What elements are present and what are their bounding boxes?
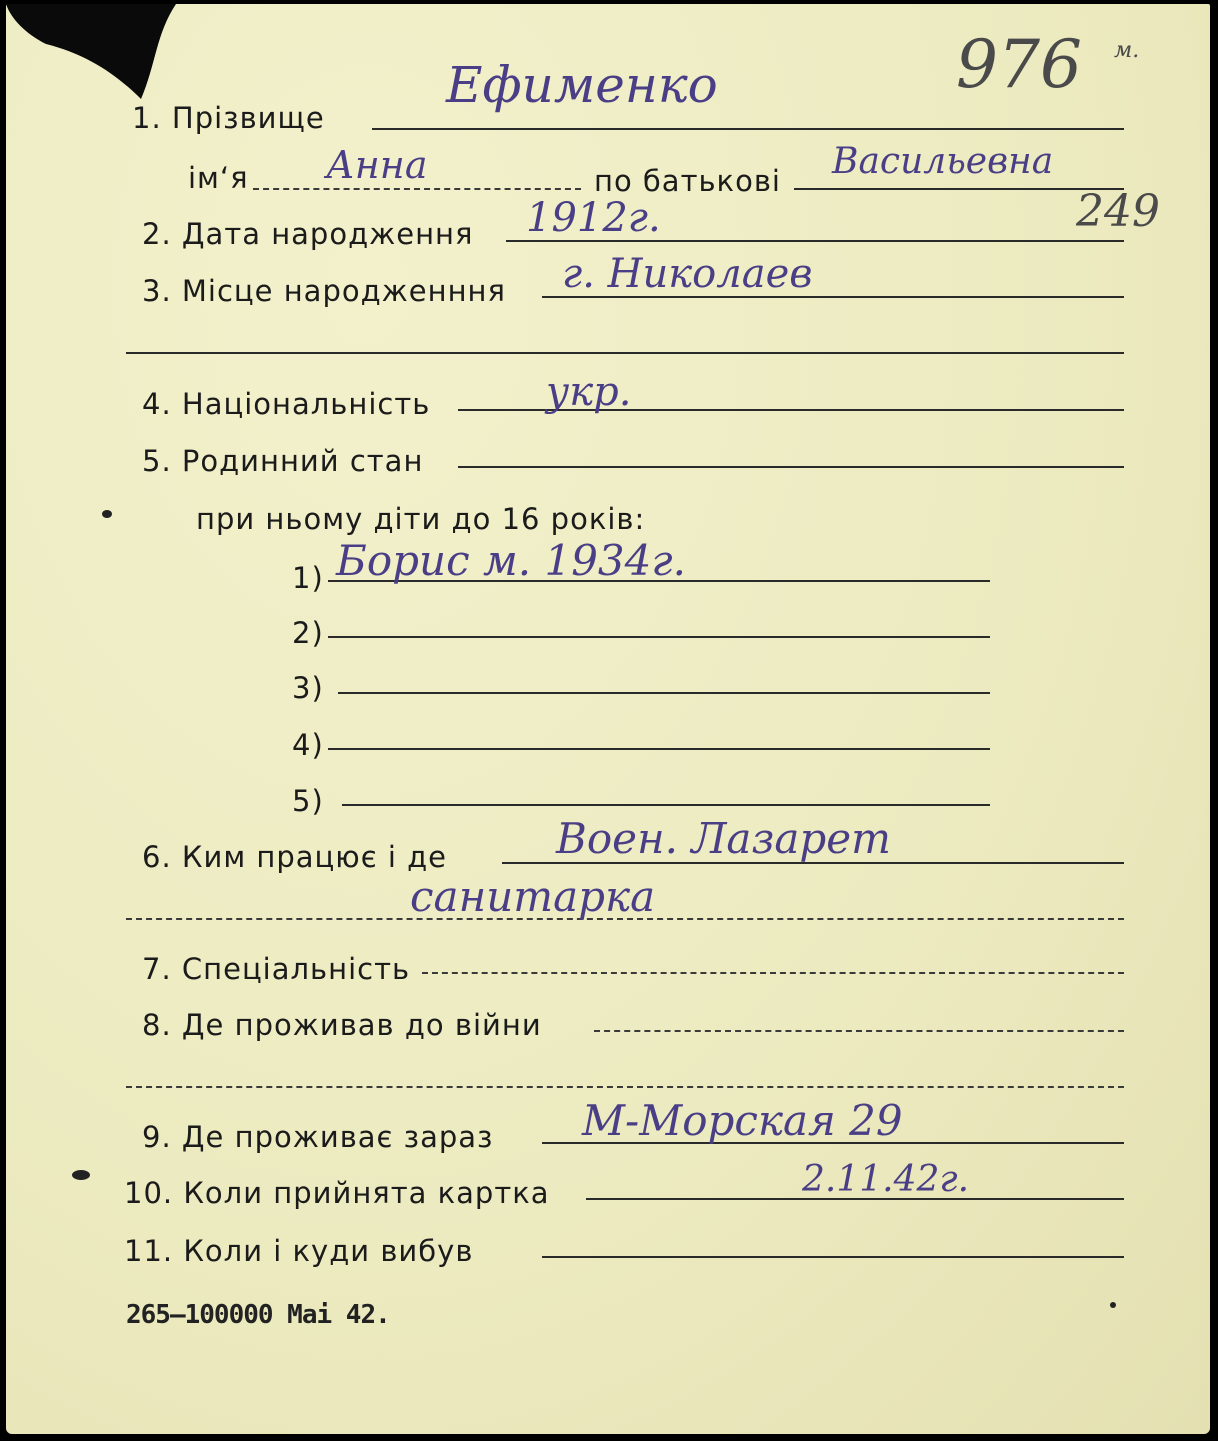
birth-place-label: 3. Місце народженння bbox=[142, 274, 506, 308]
children-label: при ньому діти до 16 років: bbox=[196, 502, 646, 536]
child-1-num: 1) bbox=[292, 561, 324, 595]
speciality-label: 7. Спеціальність bbox=[142, 952, 411, 986]
first-name-line bbox=[253, 188, 581, 190]
card-accepted-label: 10. Коли прийнята картка bbox=[124, 1176, 550, 1210]
birth-place-value: г. Николаев bbox=[562, 251, 813, 297]
child-2-line bbox=[328, 636, 990, 638]
first-name-value: Анна bbox=[326, 143, 428, 187]
ink-speck bbox=[102, 510, 112, 518]
second-number: 249 bbox=[1076, 186, 1160, 237]
child-5-num: 5) bbox=[292, 784, 324, 818]
birth-date-value: 1912г. bbox=[526, 195, 661, 241]
child-5-line bbox=[342, 804, 990, 806]
prewar-residence-line-2 bbox=[126, 1086, 1124, 1088]
prewar-residence-line bbox=[594, 1030, 1124, 1032]
card-number-mark: м. bbox=[1114, 38, 1140, 63]
card-accepted-value: 2.11.42г. bbox=[802, 1159, 970, 1200]
work-value-2: санитарка bbox=[410, 872, 656, 921]
child-3-line bbox=[338, 692, 990, 694]
child-3-num: 3) bbox=[292, 671, 324, 705]
child-1-value: Борис м. 1934г. bbox=[336, 536, 686, 585]
nationality-value: укр. bbox=[546, 369, 632, 415]
torn-corner bbox=[6, 4, 186, 114]
nationality-label: 4. Національність bbox=[142, 387, 431, 421]
surname-label: 1. Прізвище bbox=[132, 101, 325, 135]
child-4-line bbox=[328, 748, 990, 750]
departure-label: 11. Коли і куди вибув bbox=[124, 1234, 474, 1268]
work-value-1: Воен. Лазарет bbox=[556, 814, 891, 863]
work-label: 6. Ким працює і де bbox=[142, 840, 448, 874]
registration-card bbox=[6, 4, 1210, 1434]
ink-speck bbox=[72, 1170, 90, 1180]
surname-line bbox=[372, 128, 1124, 130]
prewar-residence-label: 8. Де проживав до війни bbox=[142, 1008, 542, 1042]
birth-date-label: 2. Дата народження bbox=[142, 217, 474, 251]
print-code: 265–100000 Mai 42. bbox=[126, 1300, 390, 1330]
current-residence-value: М-Морская 29 bbox=[582, 1096, 903, 1145]
departure-line bbox=[542, 1256, 1124, 1258]
surname-value: Ефименко bbox=[446, 56, 718, 114]
patronymic-label: по батькові bbox=[594, 164, 781, 198]
family-status-label: 5. Родинний стан bbox=[142, 444, 424, 478]
child-2-num: 2) bbox=[292, 616, 324, 650]
patronymic-value: Васильевна bbox=[832, 141, 1054, 182]
ink-speck bbox=[1110, 1302, 1116, 1308]
family-status-line bbox=[458, 466, 1124, 468]
current-residence-label: 9. Де проживає зараз bbox=[142, 1120, 494, 1154]
first-name-label: ім‘я bbox=[188, 161, 249, 195]
speciality-line bbox=[422, 972, 1124, 974]
patronymic-line bbox=[794, 188, 1124, 190]
card-number: 976 bbox=[956, 26, 1082, 103]
birth-place-line-2 bbox=[126, 352, 1124, 354]
child-4-num: 4) bbox=[292, 728, 324, 762]
